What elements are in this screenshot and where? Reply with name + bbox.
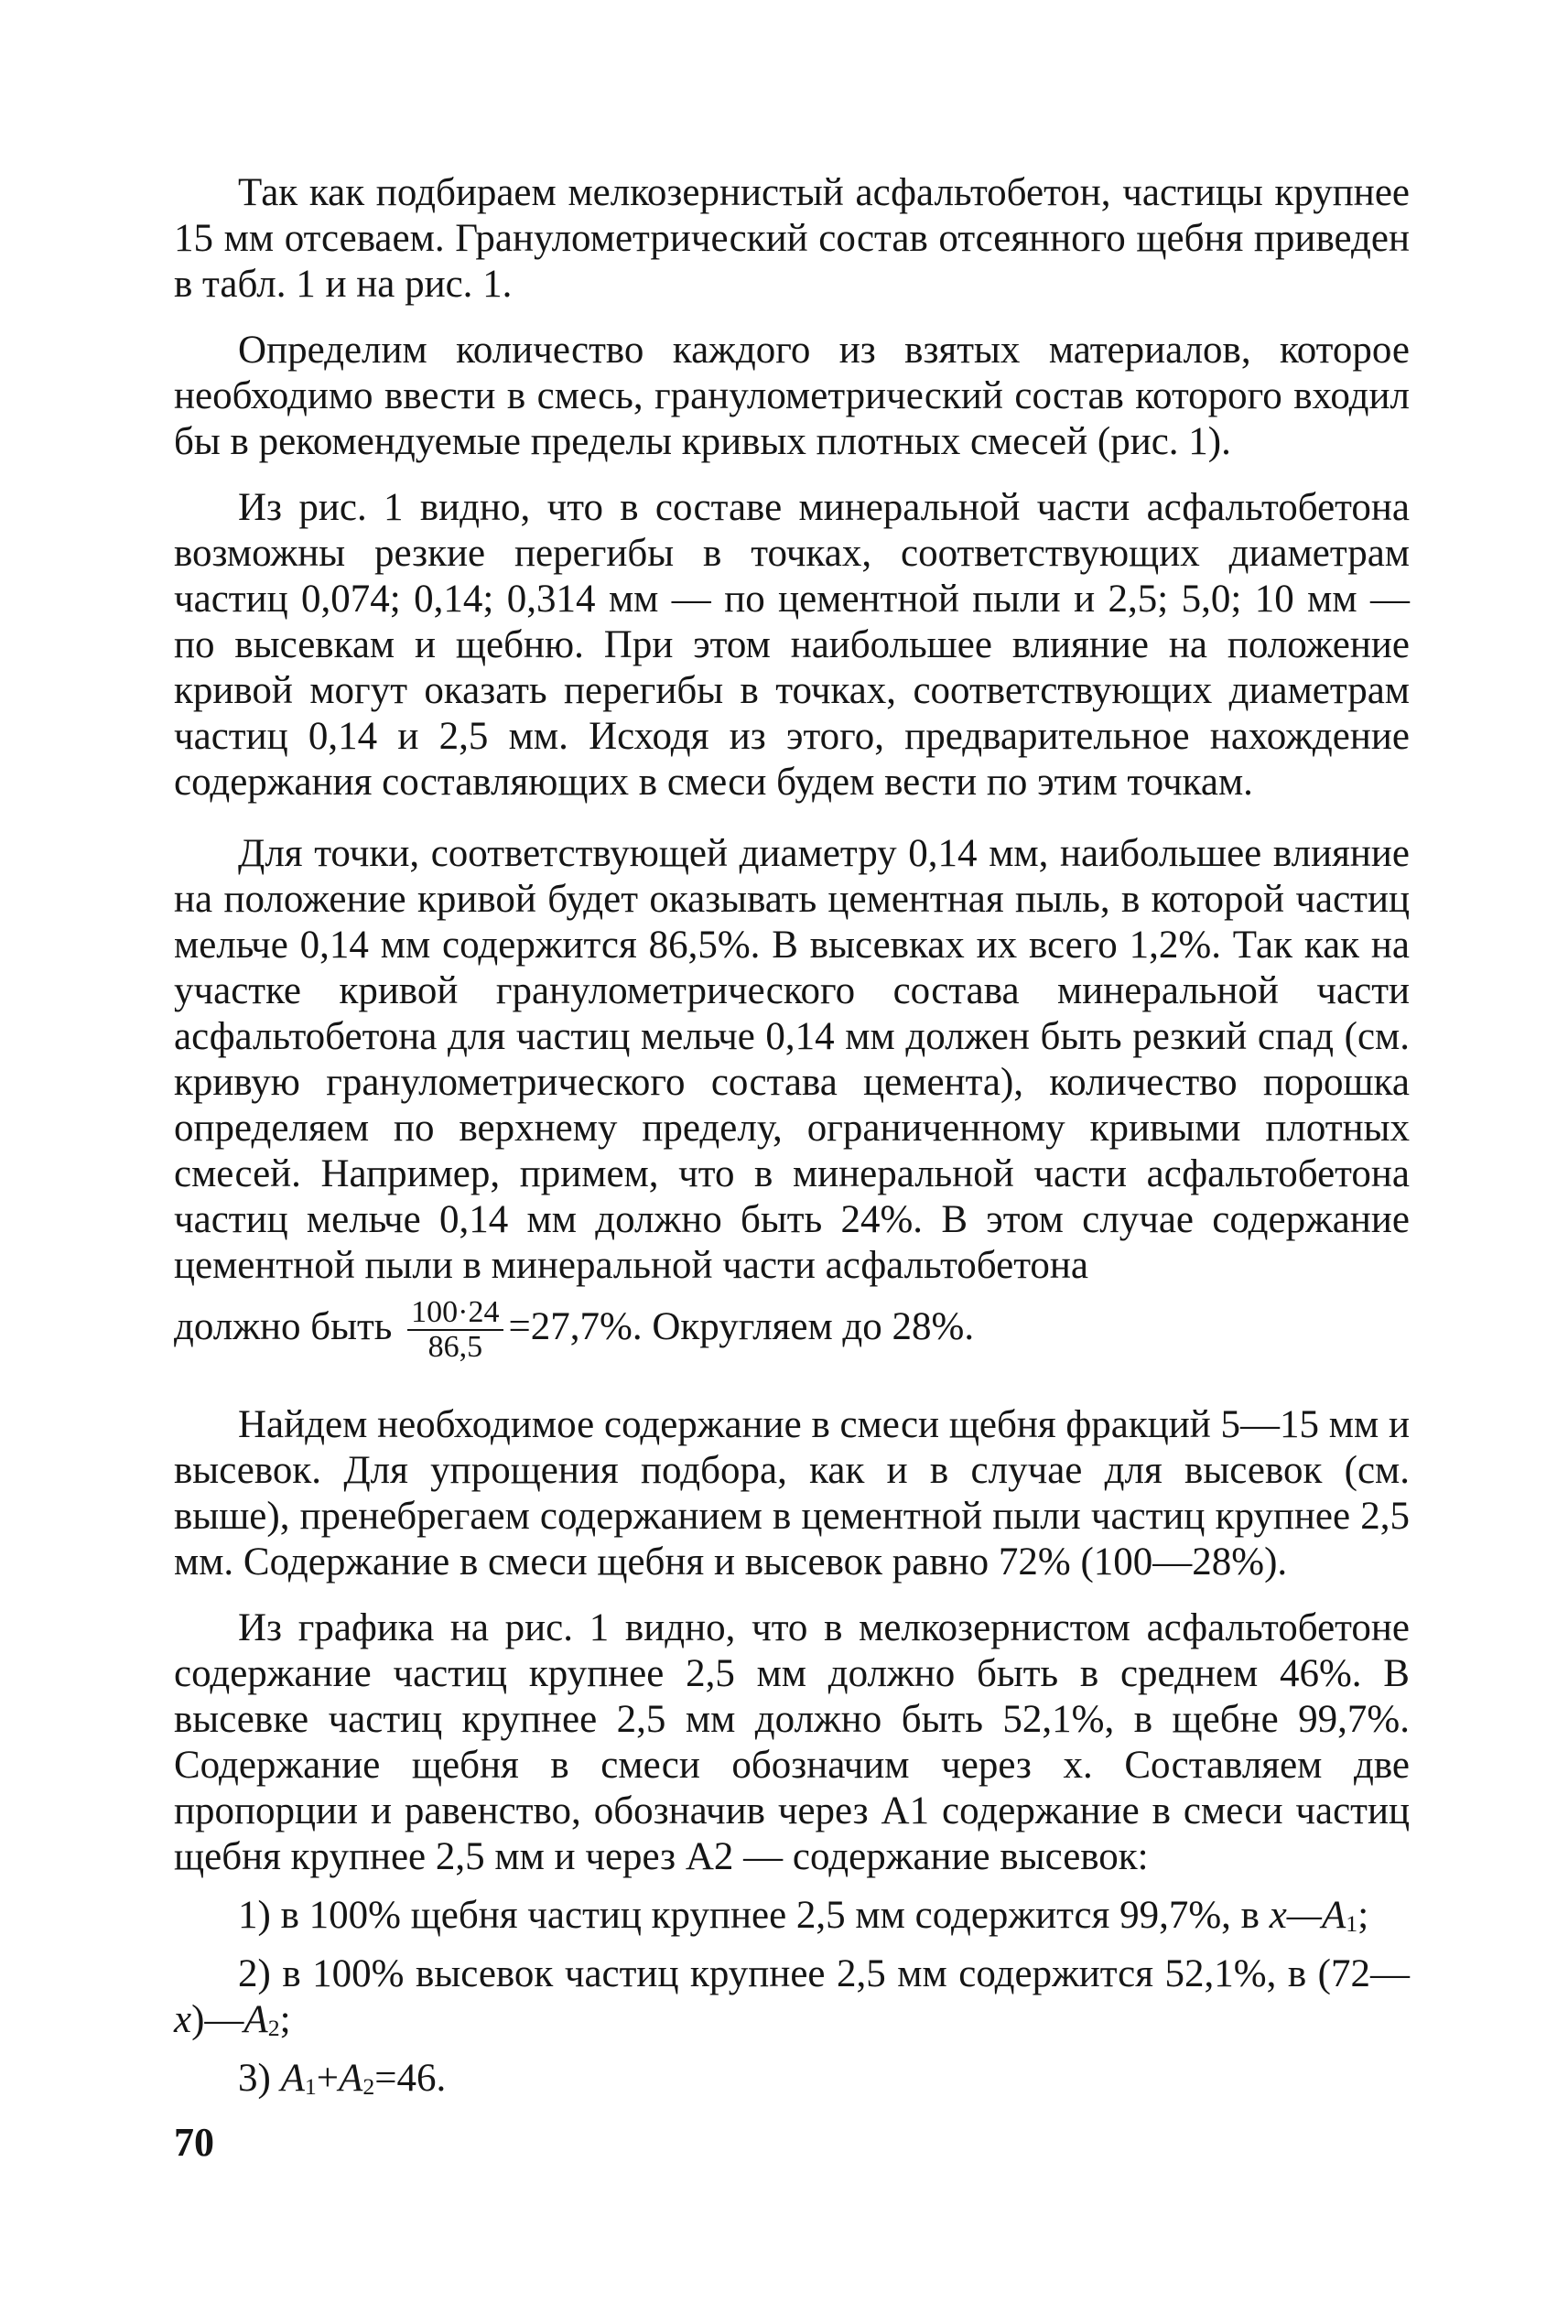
page-body	[174, 170, 1410, 2102]
list-item-1-sub: 1	[1346, 1910, 1358, 1937]
formula-line	[174, 1296, 1410, 1364]
paragraph-6: Из графика на рис. 1 видно, что в мелкозернистом асфальтобетоне содержание частиц крупнее 2,5 мм должно быть в среднем 46%. В высевке частиц крупнее 2,5 мм должно быть 52,1%, в щебне 99,7%. Содержание щебня в смеси обозначим через x. Составляем две пропорции и равенство, обозначив через A1 содержание в смеси частиц щебня крупнее 2,5 мм и через A2 — содержание высевок:	[174, 1606, 1410, 1878]
paragraph-4: Для точки, соответствующей диаметру 0,14 мм, наибольшее влияние на положение кривой будет оказывать цементная пыль, в которой частиц мельче 0,14 мм содержится 86,5%. В высевках их всего 1,2%. Так как на участке кривой гранулометрического состава минеральной части асфальтобетона для частиц мельче 0,14 мм должен быть резкий спад (см. кривую гранулометрического состава цемента), количество порошка определяем по верхнему пределу, ограниченному кривыми плотных смесей. Например, примем, что в минеральной части асфальтобетона частиц мельче 0,14 мм должно быть 24%. В этом случае содержание цементной пыли в минеральной части асфальтобетона	[174, 832, 1410, 1287]
paragraph-3: Из рис. 1 видно, что в составе минеральной части асфальтобетона возможны резкие перегибы в точках, соответствующих диаметрам частиц 0,074; 0,14; 0,314 мм — по цементной пыли и 2,5; 5,0; 10 мм — по высевкам и щебню. При этом наибольшее влияние на положение кривой могут оказать перегибы в точках, соответствующих диаметрам частиц 0,14 и 2,5 мм. Исходя из этого, предварительное нахождение содержания составляющих в смеси будем вести по этим точкам.	[174, 486, 1410, 804]
list-item-1-math: x—A	[1269, 1894, 1346, 1937]
fraction-denominator: 86,5	[427, 1330, 483, 1364]
list-item-3-prefix: 3)	[238, 2057, 281, 2100]
page-number: 70	[174, 2120, 214, 2165]
list-item-2-x: x	[174, 1998, 192, 2041]
list-item-2-math: A	[243, 1998, 268, 2041]
list-item-1-end: ;	[1357, 1894, 1369, 1937]
formula-prefix: должно быть	[174, 1304, 393, 1348]
paragraph-2: Определим количество каждого из взятых материалов, которое необходимо ввести в смесь, гранулометрический состав которого входил бы в рекомендуемые пределы кривых плотных смесей (рис. 1).	[174, 329, 1410, 463]
paragraph-1: Так как подбираем мелкозернистый асфальтобетон, частицы крупнее 15 мм отсеваем. Гранулометрический состав отсеянного щебня приведен в табл. 1 и на рис. 1.	[174, 171, 1410, 306]
list-item-1-text: 1) в 100% щебня частиц крупнее 2,5 мм содержится 99,7%, в	[238, 1894, 1270, 1937]
list-item-2	[174, 1951, 1410, 2043]
fraction	[407, 1296, 503, 1364]
list-item-3-sub2: 2	[362, 2073, 375, 2100]
formula-result: =27,7%. Округляем до 28%.	[508, 1304, 975, 1348]
list-item-3	[174, 2056, 1410, 2102]
list-item-3-a1: A	[280, 2057, 305, 2100]
list-item-3-end: =46.	[374, 2057, 447, 2100]
list-item-2-sub: 2	[267, 2015, 280, 2041]
list-item-2-end: ;	[279, 1998, 291, 2041]
list-item-2-text: 2) в 100% высевок частиц крупнее 2,5 мм содержится 52,1%, в (72—	[238, 1952, 1410, 1995]
list-item-3-a2: A	[339, 2057, 363, 2100]
paragraph-5: Найдем необходимое содержание в смеси щебня фракций 5—15 мм и высевок. Для упрощения подбора, как и в случае для высевок (см. выше), пренебрегаем содержанием в цементной пыли частиц крупнее 2,5 мм. Содержание в смеси щебня и высевок равно 72% (100—28%).	[174, 1403, 1410, 1584]
fraction-numerator: 100·24	[407, 1296, 503, 1331]
list-item-3-plus: +	[316, 2057, 340, 2100]
list-item-1	[174, 1893, 1410, 1939]
list-item-3-sub1: 1	[304, 2073, 317, 2100]
list-item-2-mid: )—	[191, 1998, 244, 2041]
